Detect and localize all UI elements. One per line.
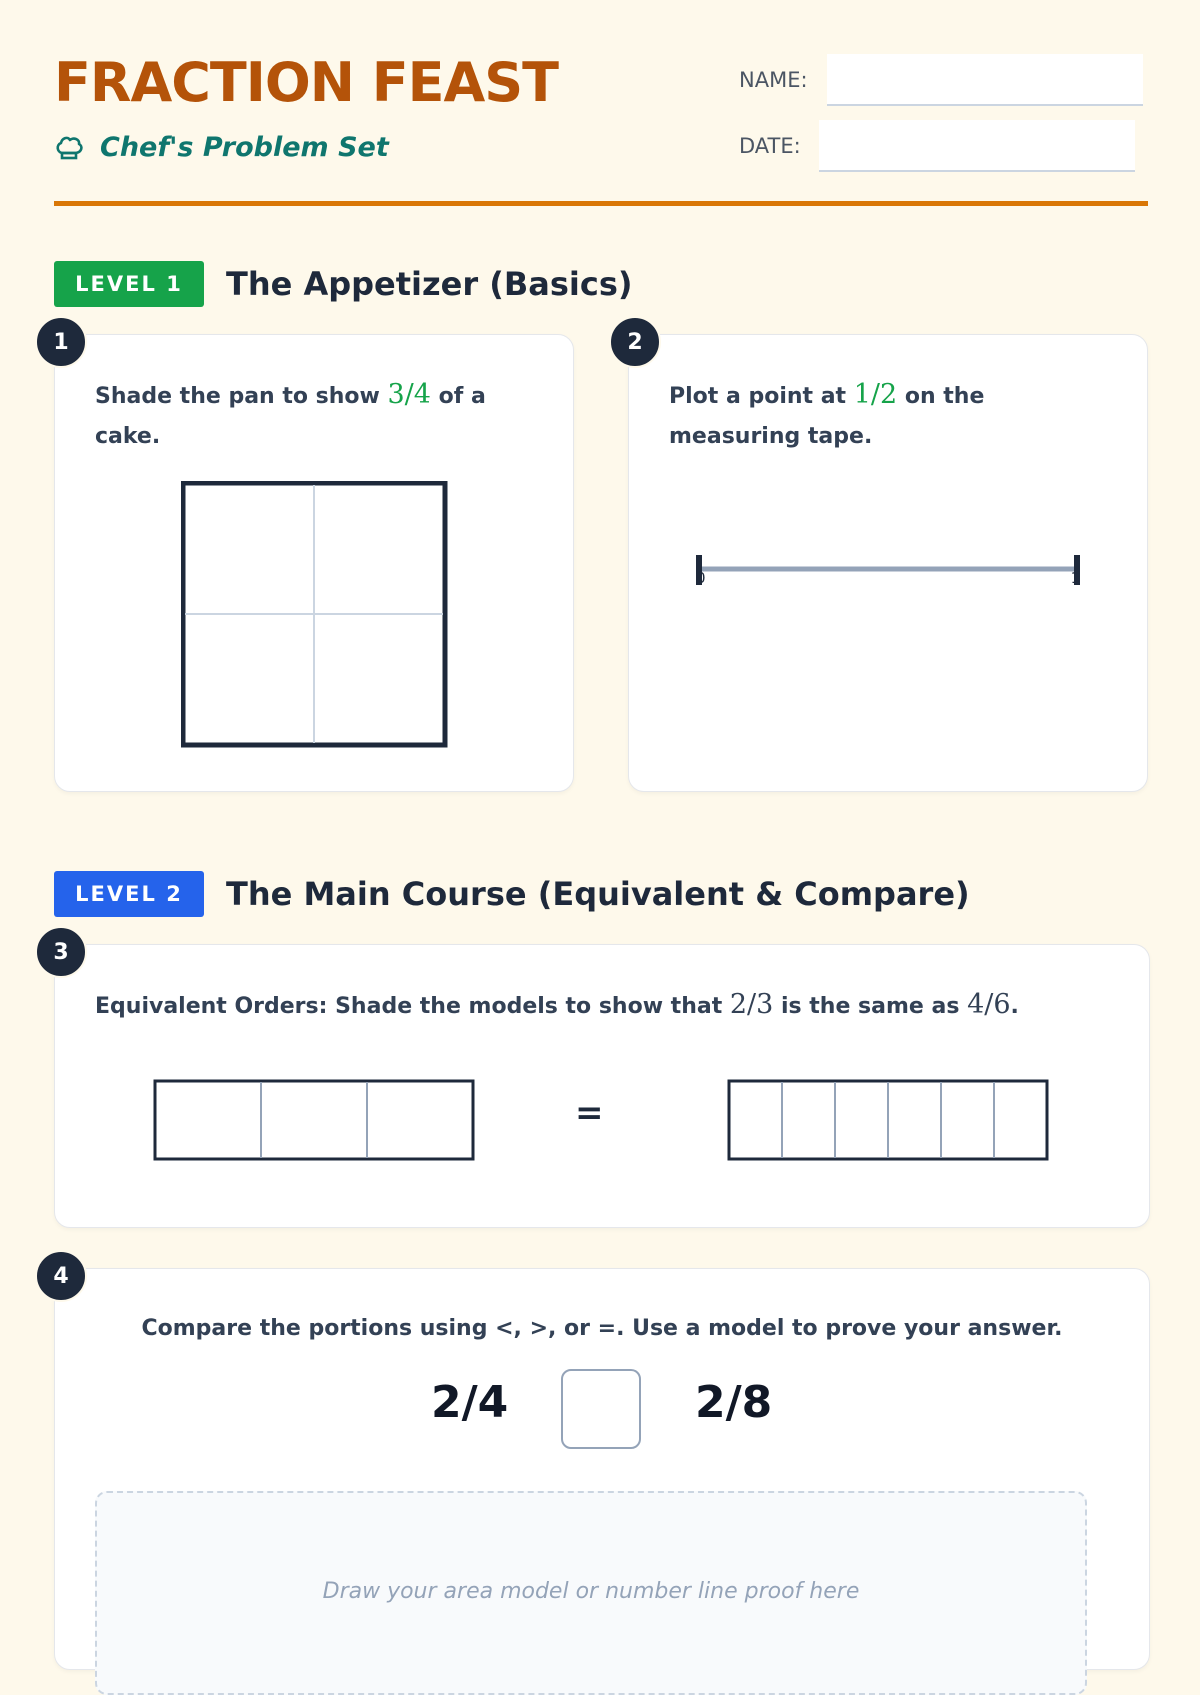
- date-label: DATE:: [739, 134, 801, 158]
- problem-1-prompt: [95, 375, 515, 457]
- bar-part[interactable]: [943, 1083, 993, 1158]
- date-field-row: [739, 120, 1135, 172]
- bar-part[interactable]: [996, 1083, 1046, 1158]
- problem-2-card: [628, 334, 1148, 792]
- problem-3-fraction-b: 4/6: [967, 989, 1011, 1020]
- problem-1-text-after: of a cake.: [95, 384, 486, 449]
- date-input[interactable]: [819, 120, 1135, 172]
- sixths-bar-model[interactable]: [727, 1079, 1049, 1161]
- header-divider: [54, 201, 1148, 206]
- subtitle-row: [54, 132, 389, 163]
- problem-2-number: 2: [609, 316, 661, 368]
- comparison-answer-box[interactable]: [561, 1369, 641, 1449]
- bar-part[interactable]: [890, 1083, 940, 1158]
- bar-part[interactable]: [157, 1083, 260, 1158]
- problem-3-text-after: .: [1010, 994, 1019, 1019]
- proof-drawing-area[interactable]: [95, 1491, 1087, 1695]
- proof-placeholder: Draw your area model or number line proof here: [322, 1579, 860, 1604]
- problem-3-text-middle: is the same as: [773, 994, 968, 1019]
- right-fraction: 2/8: [695, 1377, 773, 1428]
- subtitle-text: Chef's Problem Set: [100, 132, 389, 163]
- problem-1-number: 1: [35, 316, 87, 368]
- level-1-title: The Appetizer (Basics): [226, 265, 633, 303]
- problem-3-prompt: [95, 985, 1115, 1027]
- problem-3-number: 3: [35, 926, 87, 978]
- cake-pan-part[interactable]: [316, 486, 442, 612]
- level-1-badge: LEVEL 1: [54, 261, 204, 307]
- problem-4-prompt: Compare the portions using <, >, or =. Use a model to prove your answer.: [141, 1316, 1063, 1341]
- cake-pan-part[interactable]: [186, 616, 312, 742]
- equals-sign: =: [575, 1093, 604, 1133]
- problem-3-text-before: Equivalent Orders: Shade the models to show that: [95, 994, 730, 1019]
- problem-3-card: [54, 944, 1150, 1228]
- bar-part[interactable]: [837, 1083, 887, 1158]
- problem-4-number: 4: [35, 1250, 87, 1302]
- cake-pan-part[interactable]: [316, 616, 442, 742]
- name-field-row: [739, 54, 1143, 106]
- problem-1-text-before: Shade the pan to show: [95, 384, 388, 409]
- problem-2-text-before: Plot a point at: [669, 384, 854, 409]
- cake-pan-part[interactable]: [186, 486, 312, 612]
- level-2-title: The Main Course (Equivalent & Compare): [226, 875, 970, 913]
- chef-hat-icon: [54, 133, 84, 163]
- bar-part[interactable]: [369, 1083, 472, 1158]
- left-fraction: 2/4: [431, 1377, 509, 1428]
- worksheet-header: [54, 0, 1148, 210]
- thirds-bar-model[interactable]: [153, 1079, 475, 1161]
- name-input[interactable]: [827, 54, 1143, 106]
- bar-part[interactable]: [784, 1083, 834, 1158]
- problem-2-text-after: on the measuring tape.: [669, 384, 985, 449]
- level-2-heading: [54, 871, 970, 917]
- level-2-badge: LEVEL 2: [54, 871, 204, 917]
- measuring-tape-number-line[interactable]: [689, 551, 1089, 601]
- problem-1-card: [54, 334, 574, 792]
- worksheet-title: FRACTION FEAST: [54, 51, 559, 114]
- compare-row: [55, 1369, 1149, 1449]
- bar-part[interactable]: [731, 1083, 781, 1158]
- name-label: NAME:: [739, 68, 808, 92]
- problem-4-card: [54, 1268, 1150, 1670]
- problem-3-fraction-a: 2/3: [729, 989, 774, 1020]
- problem-1-fraction: 3/4: [387, 379, 431, 410]
- level-1-heading: [54, 261, 633, 307]
- bar-part[interactable]: [263, 1083, 366, 1158]
- number-line-start-label: 0: [696, 569, 706, 587]
- problem-2-prompt: [669, 375, 1089, 457]
- cake-pan-model[interactable]: [181, 481, 449, 749]
- problem-2-fraction: 1/2: [853, 379, 898, 410]
- number-line-end-label: 1: [1070, 569, 1080, 587]
